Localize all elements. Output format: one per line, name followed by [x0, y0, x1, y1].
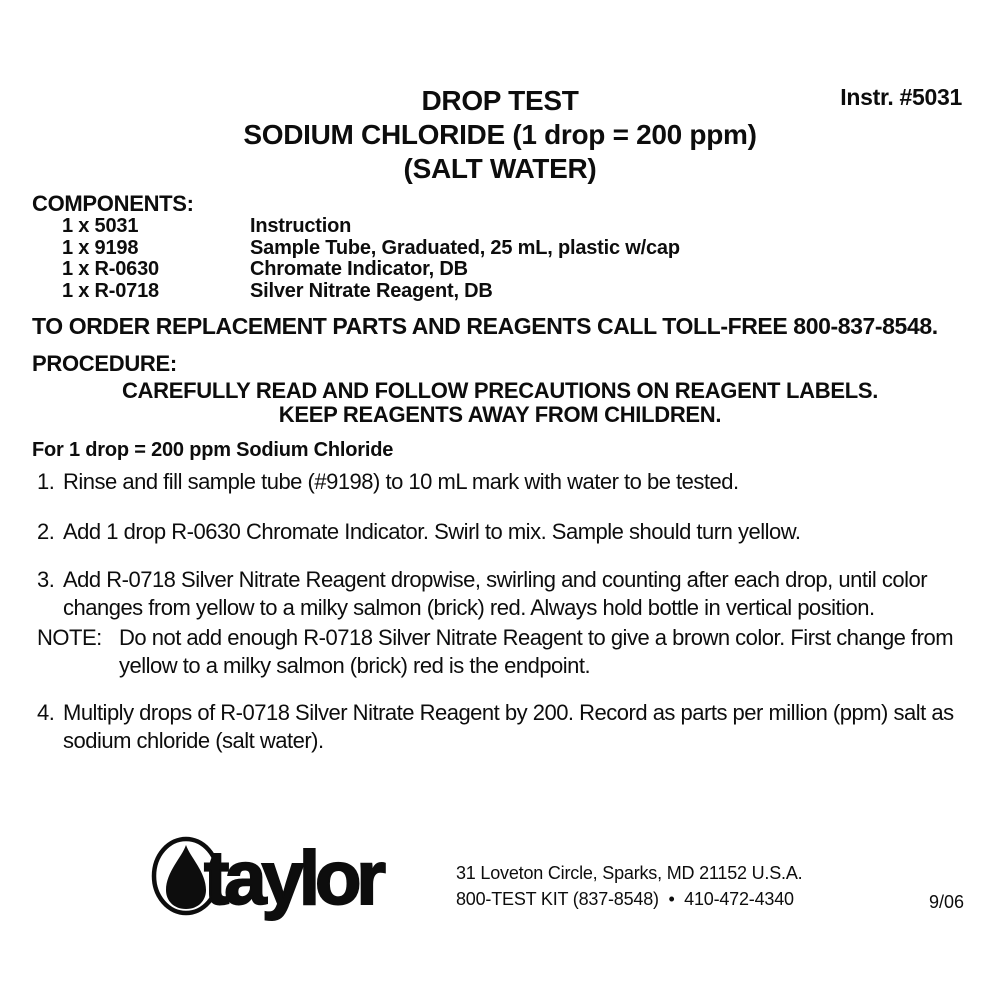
procedure-heading: PROCEDURE:: [32, 351, 177, 376]
components-list: [32, 216, 968, 302]
document-title: [32, 84, 968, 186]
company-contact: [456, 860, 802, 927]
procedure-step-1: [37, 468, 968, 496]
company-phone: 800-TEST KIT (837-8548) • 410-472-4340: [456, 889, 794, 909]
order-replacement-notice: TO ORDER REPLACEMENT PARTS AND REAGENTS CALL TOLL-FREE 800-837-8548.: [32, 313, 938, 339]
step-text: Rinse and fill sample tube (#9198) to 10 mL mark with water to be tested.: [63, 469, 739, 494]
step-number: 4.: [37, 700, 55, 725]
revision-date: 9/06: [928, 892, 964, 912]
precaution-line-2: KEEP REAGENTS AWAY FROM CHILDREN.: [278, 402, 722, 427]
component-qty: 1 x 5031: [62, 215, 139, 237]
logo-wordmark: taylor: [204, 836, 381, 921]
step-text: Add 1 drop R-0630 Chromate Indicator. Swirl to mix. Sample should turn yellow.: [63, 519, 801, 544]
instruction-number: Instr. #5031: [840, 84, 962, 110]
components-heading: COMPONENTS:: [32, 191, 194, 216]
drop-icon: [166, 845, 206, 909]
step-number: 1.: [37, 469, 55, 494]
dosage-subheading: For 1 drop = 200 ppm Sodium Chloride: [32, 439, 394, 461]
component-row: [62, 281, 968, 303]
procedure-note: [37, 624, 968, 680]
note-text: Do not add enough R-0718 Silver Nitrate Reagent to give a brown color. First change from yellow to a milky salmon (brick) red is the endpoint.: [119, 625, 954, 678]
note-label: NOTE:: [37, 625, 102, 650]
component-row: [62, 259, 968, 281]
footer: [150, 833, 802, 927]
component-desc: Silver Nitrate Reagent, DB: [250, 279, 493, 302]
step-number: 3.: [37, 567, 55, 592]
component-desc: Instruction: [250, 215, 352, 237]
taylor-logo: [150, 833, 440, 927]
procedure-step-2: [37, 518, 968, 546]
procedure-step-3: [37, 566, 968, 622]
component-row: [62, 238, 968, 260]
title-line-1: DROP TEST: [421, 85, 579, 116]
precaution-line-1: CAREFULLY READ AND FOLLOW PRECAUTIONS ON REAGENT LABELS.: [121, 378, 879, 403]
procedure-steps: [32, 468, 968, 755]
component-qty: 1 x R-0630: [62, 258, 159, 280]
step-text: Add R-0718 Silver Nitrate Reagent dropwise, swirling and counting after each drop, until color changes from yellow to a milky salmon (brick) red. Always hold bottle in vertical position.: [63, 567, 928, 620]
title-line-2: SODIUM CHLORIDE (1 drop = 200 ppm): [243, 119, 757, 150]
procedure-step-4: [37, 699, 968, 755]
component-qty: 1 x R-0718: [62, 279, 159, 302]
company-address: 31 Loveton Circle, Sparks, MD 21152 U.S.A.: [456, 863, 803, 883]
component-row: [62, 216, 968, 238]
title-line-3: (SALT WATER): [403, 153, 597, 184]
step-text: Multiply drops of R-0718 Silver Nitrate Reagent by 200. Record as parts per million (ppm) salt as sodium chloride (salt water).: [63, 700, 954, 753]
component-qty: 1 x 9198: [62, 236, 139, 259]
step-number: 2.: [37, 519, 55, 544]
component-desc: Chromate Indicator, DB: [250, 258, 468, 280]
component-desc: Sample Tube, Graduated, 25 mL, plastic w/cap: [250, 236, 680, 259]
